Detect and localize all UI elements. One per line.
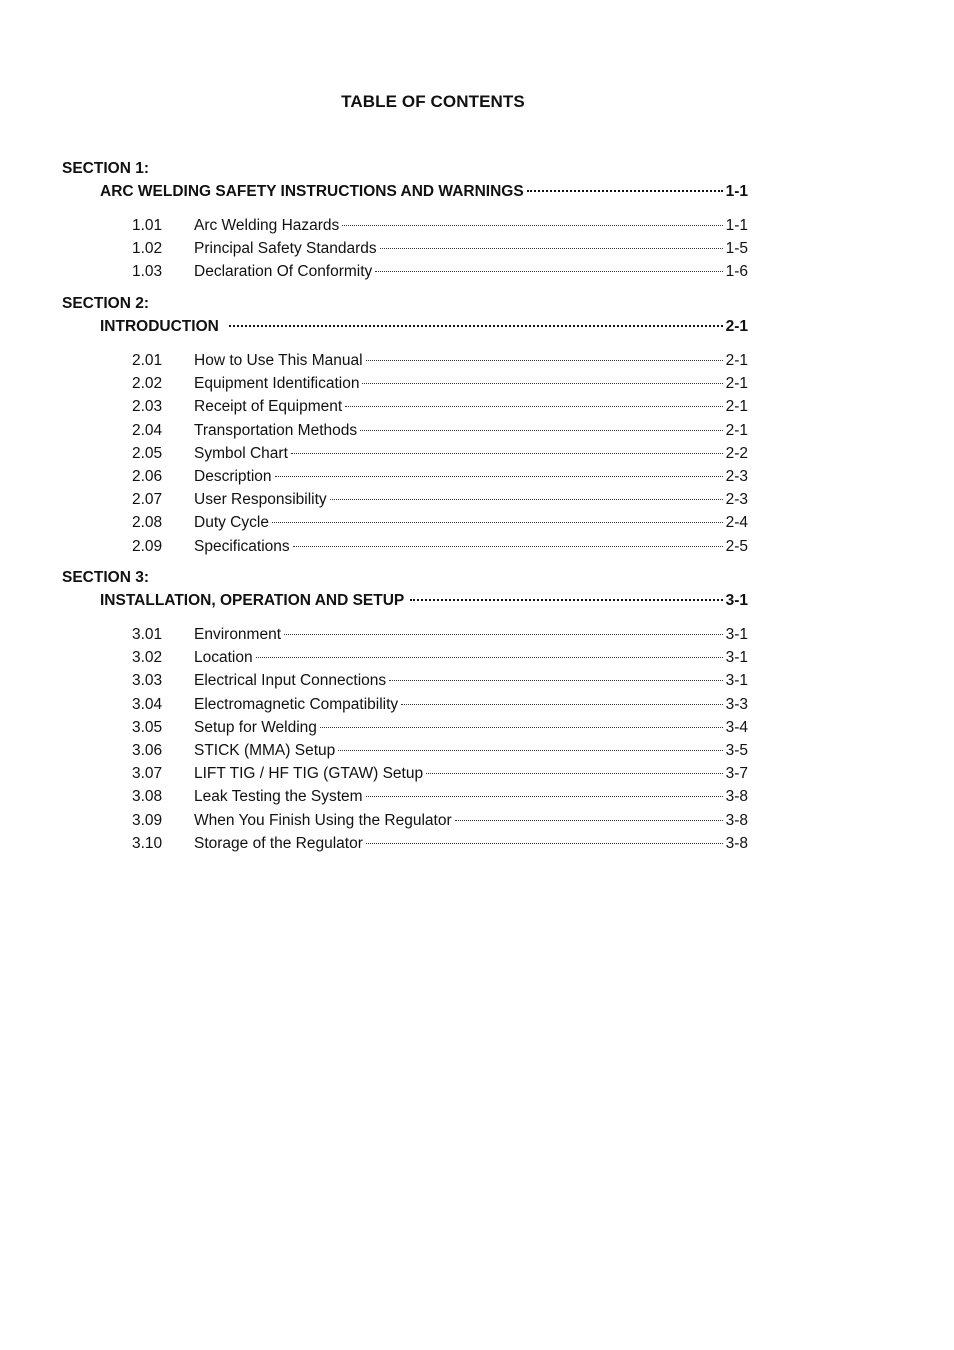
page-title: TABLE OF CONTENTS: [341, 92, 525, 111]
toc-entry[interactable]: [62, 237, 748, 260]
toc-section-2: [62, 293, 748, 558]
toc-entry[interactable]: [62, 762, 748, 785]
dot-leader: [330, 499, 723, 500]
section-entries: [62, 214, 748, 284]
entry-page-number: 3-8: [725, 811, 748, 829]
entry-title: Arc Welding Hazards: [194, 217, 340, 234]
toc-entry[interactable]: [62, 693, 748, 716]
entry-title: Receipt of Equipment: [194, 398, 343, 416]
entry-title: How to Use This Manual: [194, 352, 363, 369]
entry-number: 1.03: [132, 263, 163, 281]
toc-entry[interactable]: [62, 260, 748, 283]
dot-leader: [320, 727, 723, 728]
entry-number: 2.06: [132, 467, 163, 485]
entry-page-number: 2-1: [725, 375, 748, 393]
entry-number: 3.01: [132, 626, 163, 643]
dot-leader: [366, 796, 723, 797]
dot-leader: [362, 383, 722, 384]
entry-page-number: 3-7: [725, 765, 748, 783]
toc-section-3: [62, 567, 748, 855]
dot-leader: [380, 248, 723, 249]
dot-leader: [338, 750, 722, 751]
entry-title: Declaration Of Conformity: [194, 263, 373, 281]
entry-number: 3.03: [132, 672, 163, 690]
section-heading-title: ARC WELDING SAFETY INSTRUCTIONS AND WARNINGS: [100, 183, 524, 200]
entry-page-number: 2-3: [725, 467, 748, 485]
section-heading-title: INSTALLATION, OPERATION AND SETUP: [100, 592, 405, 609]
dot-leader: [342, 225, 722, 226]
entry-page-number: 2-1: [725, 352, 748, 369]
dot-leader: [360, 430, 722, 431]
entry-page-number: 3-8: [725, 788, 748, 806]
entry-number: 2.05: [132, 444, 163, 462]
toc-entry[interactable]: [62, 214, 748, 237]
section-page-number: 1-1: [725, 183, 748, 200]
dot-leader: [345, 406, 722, 407]
entry-number: 2.01: [132, 352, 163, 369]
entry-number: 3.07: [132, 765, 163, 783]
entry-title: Equipment Identification: [194, 375, 360, 393]
toc-entry[interactable]: [62, 739, 748, 762]
toc-entry[interactable]: [62, 395, 748, 418]
entry-page-number: 1-6: [725, 263, 748, 281]
entry-title: Electrical Input Connections: [194, 672, 387, 690]
toc-entry[interactable]: [62, 809, 748, 832]
dot-leader: [375, 271, 722, 272]
entry-title: Environment: [194, 626, 282, 643]
entry-title: Description: [194, 467, 272, 485]
entry-title: Location: [194, 649, 253, 667]
toc-entry[interactable]: [62, 442, 748, 465]
entry-page-number: 3-1: [725, 672, 748, 690]
section-label: SECTION 1:: [62, 160, 149, 177]
dot-leader: [229, 325, 723, 327]
entry-page-number: 2-1: [725, 421, 748, 439]
dot-leader: [275, 476, 723, 477]
entry-number: 2.02: [132, 375, 163, 393]
entry-title: User Responsibility: [194, 491, 327, 509]
entry-page-number: 2-2: [725, 444, 748, 462]
toc-entry[interactable]: [62, 488, 748, 511]
dot-leader: [527, 190, 723, 192]
dot-leader: [366, 360, 723, 361]
toc-entry[interactable]: [62, 511, 748, 534]
entry-page-number: 2-3: [725, 491, 748, 509]
entry-page-number: 2-5: [725, 537, 748, 555]
section-page-number: 2-1: [725, 318, 748, 335]
entry-number: 2.03: [132, 398, 163, 416]
section-entries: [62, 349, 748, 558]
toc-entry[interactable]: [62, 646, 748, 669]
toc-entry[interactable]: [62, 669, 748, 692]
toc-entry[interactable]: [62, 372, 748, 395]
entry-number: 2.07: [132, 491, 163, 509]
toc-entry[interactable]: [62, 419, 748, 442]
toc-section-1: [62, 158, 748, 284]
dot-leader: [284, 634, 723, 635]
entry-title: Leak Testing the System: [194, 788, 363, 806]
entry-title: Electromagnetic Compatibility: [194, 695, 399, 713]
toc-entry[interactable]: [62, 465, 748, 488]
entry-page-number: 3-4: [725, 718, 748, 736]
entry-title: When You Finish Using the Regulator: [194, 811, 452, 829]
dot-leader: [389, 680, 722, 681]
entry-title: Storage of the Regulator: [194, 834, 363, 852]
dot-leader: [410, 599, 722, 601]
entry-page-number: 3-1: [725, 649, 748, 667]
toc-entry[interactable]: [62, 349, 748, 372]
entry-title: STICK (MMA) Setup: [194, 741, 336, 759]
entry-number: 3.02: [132, 649, 163, 667]
entry-number: 1.01: [132, 217, 163, 234]
toc-entry[interactable]: [62, 535, 748, 558]
dot-leader: [366, 843, 723, 844]
entry-number: 1.02: [132, 240, 163, 258]
dot-leader: [401, 704, 722, 705]
entry-number: 3.06: [132, 741, 163, 759]
entry-number: 2.08: [132, 514, 163, 532]
entry-page-number: 2-4: [725, 514, 748, 532]
dot-leader: [256, 657, 723, 658]
entry-page-number: 3-3: [725, 695, 748, 713]
entry-title: Transportation Methods: [194, 421, 358, 439]
section-label: SECTION 2:: [62, 295, 149, 312]
dot-leader: [426, 773, 723, 774]
section-heading-row[interactable]: [100, 180, 748, 204]
toc-entry[interactable]: [62, 785, 748, 808]
entry-number: 3.08: [132, 788, 163, 806]
entry-title: LIFT TIG / HF TIG (GTAW) Setup: [194, 765, 424, 783]
entry-title: Duty Cycle: [194, 514, 269, 532]
dot-leader: [293, 546, 723, 547]
entry-page-number: 3-5: [725, 741, 748, 759]
section-label: SECTION 3:: [62, 569, 149, 586]
entry-title: Specifications: [194, 537, 290, 555]
toc-entry[interactable]: [62, 623, 748, 646]
toc-entry[interactable]: [62, 832, 748, 855]
section-entries: [62, 623, 748, 855]
dot-leader: [291, 453, 723, 454]
entry-number: 2.04: [132, 421, 163, 439]
entry-number: 3.10: [132, 834, 163, 852]
section-heading-row[interactable]: [100, 589, 748, 613]
section-heading-title: INTRODUCTION: [100, 318, 219, 335]
entry-page-number: 2-1: [725, 398, 748, 416]
entry-title: Setup for Welding: [194, 718, 317, 736]
entry-title: Principal Safety Standards: [194, 240, 377, 258]
entry-number: 3.05: [132, 718, 163, 736]
entry-page-number: 3-8: [725, 834, 748, 852]
entry-number: 3.04: [132, 695, 163, 713]
entry-number: 2.09: [132, 537, 163, 555]
toc-entry[interactable]: [62, 716, 748, 739]
entry-page-number: 1-5: [725, 240, 748, 258]
entry-page-number: 3-1: [725, 626, 748, 643]
section-page-number: 3-1: [725, 592, 748, 609]
entry-title: Symbol Chart: [194, 444, 288, 462]
entry-number: 3.09: [132, 811, 163, 829]
dot-leader: [272, 522, 723, 523]
dot-leader: [455, 820, 723, 821]
entry-page-number: 1-1: [725, 217, 748, 234]
section-heading-row[interactable]: [100, 315, 748, 339]
